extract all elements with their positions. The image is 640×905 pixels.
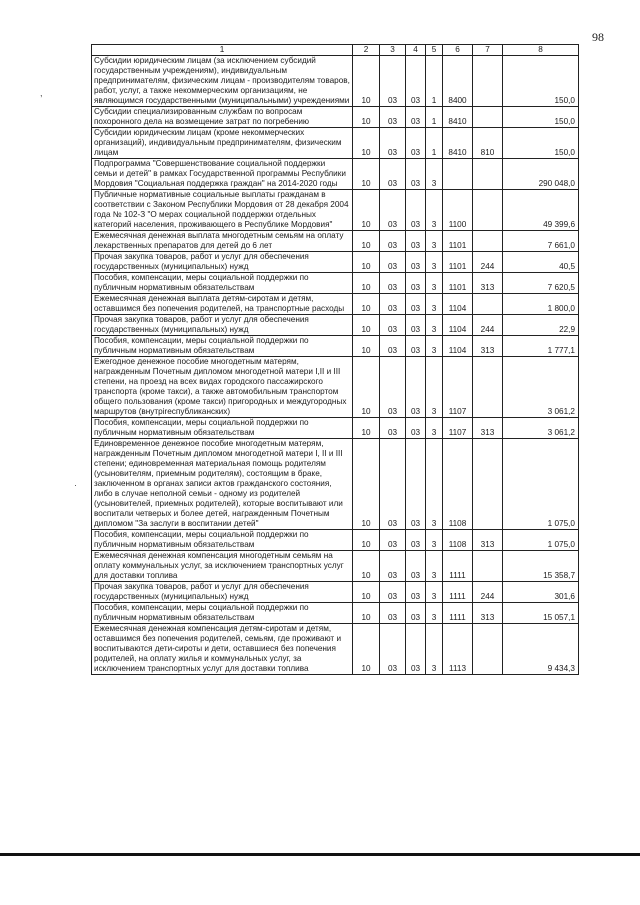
amount-value: 22,9 xyxy=(503,315,579,336)
amount-value: 7 661,0 xyxy=(503,231,579,252)
subprogram-code: 1 xyxy=(426,107,443,128)
target-code xyxy=(443,159,473,190)
section-code: 10 xyxy=(353,56,380,107)
expense-type-code: 313 xyxy=(473,336,503,357)
subprogram-code: 3 xyxy=(426,159,443,190)
table-row xyxy=(92,582,579,603)
subprogram-code: 3 xyxy=(426,315,443,336)
table-row xyxy=(92,107,579,128)
target-code: 8410 xyxy=(443,107,473,128)
expense-type-code: 313 xyxy=(473,530,503,551)
budget-table xyxy=(91,44,579,675)
table-row xyxy=(92,418,579,439)
table-row xyxy=(92,336,579,357)
table-row xyxy=(92,315,579,336)
section-code: 10 xyxy=(353,252,380,273)
amount-value: 290 048,0 xyxy=(503,159,579,190)
program-code: 03 xyxy=(406,294,426,315)
subprogram-code: 3 xyxy=(426,294,443,315)
subsection-code: 03 xyxy=(380,582,406,603)
program-code: 03 xyxy=(406,603,426,624)
target-code: 1108 xyxy=(443,530,473,551)
table-row xyxy=(92,128,579,159)
table-row xyxy=(92,530,579,551)
amount-value: 301,6 xyxy=(503,582,579,603)
expense-type-code xyxy=(473,294,503,315)
subsection-code: 03 xyxy=(380,530,406,551)
amount-value: 40,5 xyxy=(503,252,579,273)
column-header: 3 xyxy=(380,45,406,56)
amount-value: 3 061,2 xyxy=(503,418,579,439)
program-code: 03 xyxy=(406,190,426,231)
target-code: 1101 xyxy=(443,231,473,252)
subsection-code: 03 xyxy=(380,231,406,252)
table-row xyxy=(92,551,579,582)
expense-type-code: 810 xyxy=(473,128,503,159)
expense-type-code: 244 xyxy=(473,252,503,273)
row-name: Пособия, компенсации, меры социальной поддержки по публичным нормативным обязательствам xyxy=(92,603,353,624)
expense-type-code xyxy=(473,624,503,675)
table-row xyxy=(92,56,579,107)
section-code: 10 xyxy=(353,439,380,530)
amount-value: 1 800,0 xyxy=(503,294,579,315)
column-header: 4 xyxy=(406,45,426,56)
target-code: 1111 xyxy=(443,582,473,603)
section-code: 10 xyxy=(353,107,380,128)
program-code: 03 xyxy=(406,582,426,603)
target-code: 1107 xyxy=(443,357,473,418)
expense-type-code xyxy=(473,231,503,252)
expense-type-code: 313 xyxy=(473,418,503,439)
row-name: Прочая закупка товаров, работ и услуг для обеспечения государственных (муниципальных) нужд xyxy=(92,315,353,336)
target-code: 1104 xyxy=(443,294,473,315)
table-row xyxy=(92,439,579,530)
amount-value: 1 075,0 xyxy=(503,439,579,530)
column-header: 7 xyxy=(473,45,503,56)
row-name: Субсидии юридическим лицам (за исключением субсидий государственным учреждениям), индивидуальным предпринимателям, физическим лицам - производителям товаров, работ, услуг, а также некоммерческим организациям, не являющимся государственными (муниципальными) учреждениями xyxy=(92,56,353,107)
header-row xyxy=(92,45,579,56)
column-header: 8 xyxy=(503,45,579,56)
program-code: 03 xyxy=(406,315,426,336)
subprogram-code: 3 xyxy=(426,603,443,624)
subsection-code: 03 xyxy=(380,273,406,294)
subsection-code: 03 xyxy=(380,336,406,357)
subprogram-code: 3 xyxy=(426,190,443,231)
row-name: Пособия, компенсации, меры социальной поддержки по публичным нормативным обязательствам xyxy=(92,530,353,551)
row-name: Ежемесячная денежная выплата детям-сиротам и детям, оставшимся без попечения родителей, на транспортные расходы xyxy=(92,294,353,315)
target-code: 1107 xyxy=(443,418,473,439)
subprogram-code: 3 xyxy=(426,252,443,273)
target-code: 1104 xyxy=(443,315,473,336)
target-code: 8410 xyxy=(443,128,473,159)
amount-value: 150,0 xyxy=(503,128,579,159)
expense-type-code: 313 xyxy=(473,273,503,294)
program-code: 03 xyxy=(406,357,426,418)
column-header: 5 xyxy=(426,45,443,56)
subsection-code: 03 xyxy=(380,439,406,530)
amount-value: 49 399,6 xyxy=(503,190,579,231)
subsection-code: 03 xyxy=(380,252,406,273)
target-code: 1101 xyxy=(443,273,473,294)
subprogram-code: 3 xyxy=(426,582,443,603)
section-code: 10 xyxy=(353,582,380,603)
program-code: 03 xyxy=(406,128,426,159)
subprogram-code: 3 xyxy=(426,231,443,252)
subprogram-code: 3 xyxy=(426,551,443,582)
program-code: 03 xyxy=(406,336,426,357)
table-row xyxy=(92,624,579,675)
column-header: 2 xyxy=(353,45,380,56)
section-code: 10 xyxy=(353,315,380,336)
table-row xyxy=(92,273,579,294)
subsection-code: 03 xyxy=(380,418,406,439)
expense-type-code xyxy=(473,56,503,107)
expense-type-code xyxy=(473,107,503,128)
table-row xyxy=(92,357,579,418)
subsection-code: 03 xyxy=(380,107,406,128)
row-name: Ежемесячная денежная выплата многодетным семьям на оплату лекарственных препаратов для детей до 6 лет xyxy=(92,231,353,252)
row-name: Ежегодное денежное пособие многодетным матерям, награжденным Почетным дипломом многодетной матери I,II и III степени, на проезд на всех видах городского пассажирского транспорта (кроме такси), а также автомобильным транспортом общего пользования (кроме такси) пригородных и междугородных маршрутов (внутрireспубликанских) xyxy=(92,357,353,418)
expense-type-code: 313 xyxy=(473,603,503,624)
amount-value: 150,0 xyxy=(503,56,579,107)
section-code: 10 xyxy=(353,159,380,190)
program-code: 03 xyxy=(406,530,426,551)
target-code: 8400 xyxy=(443,56,473,107)
row-name: Пособия, компенсации, меры социальной поддержки по публичным нормативным обязательствам xyxy=(92,336,353,357)
subsection-code: 03 xyxy=(380,551,406,582)
row-name: Пособия, компенсации, меры социальной поддержки по публичным нормативным обязательствам xyxy=(92,273,353,294)
section-code: 10 xyxy=(353,273,380,294)
subprogram-code: 3 xyxy=(426,418,443,439)
row-name: Прочая закупка товаров, работ и услуг для обеспечения государственных (муниципальных) нужд xyxy=(92,252,353,273)
subsection-code: 03 xyxy=(380,128,406,159)
table-row xyxy=(92,294,579,315)
section-code: 10 xyxy=(353,357,380,418)
subprogram-code: 1 xyxy=(426,56,443,107)
expense-type-code xyxy=(473,159,503,190)
expense-type-code xyxy=(473,439,503,530)
table-row xyxy=(92,231,579,252)
expense-type-code: 244 xyxy=(473,582,503,603)
subsection-code: 03 xyxy=(380,603,406,624)
expense-type-code xyxy=(473,551,503,582)
bottom-rule xyxy=(0,853,640,856)
amount-value: 1 075,0 xyxy=(503,530,579,551)
section-code: 10 xyxy=(353,551,380,582)
expense-type-code xyxy=(473,357,503,418)
target-code: 1113 xyxy=(443,624,473,675)
column-header: 1 xyxy=(92,45,353,56)
row-name: Ежемесячная денежная компенсация многодетным семьям на оплату коммунальных услуг, за исключением транспортных услуг для доставки топлива xyxy=(92,551,353,582)
program-code: 03 xyxy=(406,231,426,252)
program-code: 03 xyxy=(406,273,426,294)
subprogram-code: 3 xyxy=(426,336,443,357)
row-name: Пособия, компенсации, меры социальной поддержки по публичным нормативным обязательствам xyxy=(92,418,353,439)
subsection-code: 03 xyxy=(380,624,406,675)
amount-value: 15 057,1 xyxy=(503,603,579,624)
section-code: 10 xyxy=(353,128,380,159)
subsection-code: 03 xyxy=(380,56,406,107)
target-code: 1101 xyxy=(443,252,473,273)
section-code: 10 xyxy=(353,231,380,252)
table-body xyxy=(92,56,579,675)
target-code: 1111 xyxy=(443,603,473,624)
program-code: 03 xyxy=(406,159,426,190)
subprogram-code: 1 xyxy=(426,128,443,159)
subprogram-code: 3 xyxy=(426,357,443,418)
amount-value: 3 061,2 xyxy=(503,357,579,418)
amount-value: 15 358,7 xyxy=(503,551,579,582)
program-code: 03 xyxy=(406,56,426,107)
row-name: Ежемесячная денежная компенсация детям-сиротам и детям, оставшимся без попечения родителей, семьям, где проживают и воспитываются дети-сироты и дети, оставшиеся без попечения родителей, на оплату жилья и коммунальных услуг, за исключением транспортных услуг для доставки топлива xyxy=(92,624,353,675)
section-code: 10 xyxy=(353,294,380,315)
subsection-code: 03 xyxy=(380,190,406,231)
table-row xyxy=(92,190,579,231)
subprogram-code: 3 xyxy=(426,273,443,294)
program-code: 03 xyxy=(406,551,426,582)
row-name: Субсидии специализированным службам по вопросам похоронного дела на возмещение затрат по погребению xyxy=(92,107,353,128)
target-code: 1111 xyxy=(443,551,473,582)
program-code: 03 xyxy=(406,418,426,439)
program-code: 03 xyxy=(406,107,426,128)
expense-type-code: 244 xyxy=(473,315,503,336)
amount-value: 1 777,1 xyxy=(503,336,579,357)
section-code: 10 xyxy=(353,190,380,231)
program-code: 03 xyxy=(406,252,426,273)
amount-value: 9 434,3 xyxy=(503,624,579,675)
program-code: 03 xyxy=(406,439,426,530)
amount-value: 7 620,5 xyxy=(503,273,579,294)
row-name: Подпрограмма "Совершенствование социальной поддержки семьи и детей" в рамках Государственной программы Республики Мордовия "Социальная поддержка граждан" на 2014-2020 годы xyxy=(92,159,353,190)
subprogram-code: 3 xyxy=(426,439,443,530)
row-name: Публичные нормативные социальные выплаты гражданам в соответствии с Законом Республики Мордовия от 28 декабря 2004 года № 102-З "О мерах социальной поддержки отдельных категорий населения, проживающего в Республике Мордовия" xyxy=(92,190,353,231)
subsection-code: 03 xyxy=(380,159,406,190)
target-code: 1104 xyxy=(443,336,473,357)
subsection-code: 03 xyxy=(380,294,406,315)
table-row xyxy=(92,252,579,273)
amount-value: 150,0 xyxy=(503,107,579,128)
subprogram-code: 3 xyxy=(426,530,443,551)
subsection-code: 03 xyxy=(380,357,406,418)
program-code: 03 xyxy=(406,624,426,675)
table-row xyxy=(92,159,579,190)
margin-mark: · xyxy=(74,480,77,490)
target-code: 1108 xyxy=(443,439,473,530)
expense-type-code xyxy=(473,190,503,231)
section-code: 10 xyxy=(353,624,380,675)
table-row xyxy=(92,603,579,624)
page-number: 98 xyxy=(592,30,604,44)
row-name: Прочая закупка товаров, работ и услуг для обеспечения государственных (муниципальных) нужд xyxy=(92,582,353,603)
row-name: Субсидии юридическим лицам (кроме некоммерческих организаций), индивидуальным предпринимателям, физическим лицам xyxy=(92,128,353,159)
row-name: Единовременное денежное пособие многодетным матерям, награжденным Почетным дипломом многодетной матери I, II и III степени; единовременная материальная помощь родителям (усыновителям, приемным родителям), состоящим в браке, заключенном в органах записи актов гражданского состояния, либо в случае неполной семьи - одному из родителей (усыновителей, приемных родителей), которые воспитывают или воспитали четверых и более детей, награжденным Почетным дипломом "За заслуги в воспитании детей" xyxy=(92,439,353,530)
section-code: 10 xyxy=(353,530,380,551)
section-code: 10 xyxy=(353,603,380,624)
column-header: 6 xyxy=(443,45,473,56)
margin-mark: , xyxy=(40,88,43,98)
section-code: 10 xyxy=(353,336,380,357)
subsection-code: 03 xyxy=(380,315,406,336)
section-code: 10 xyxy=(353,418,380,439)
subprogram-code: 3 xyxy=(426,624,443,675)
target-code: 1100 xyxy=(443,190,473,231)
